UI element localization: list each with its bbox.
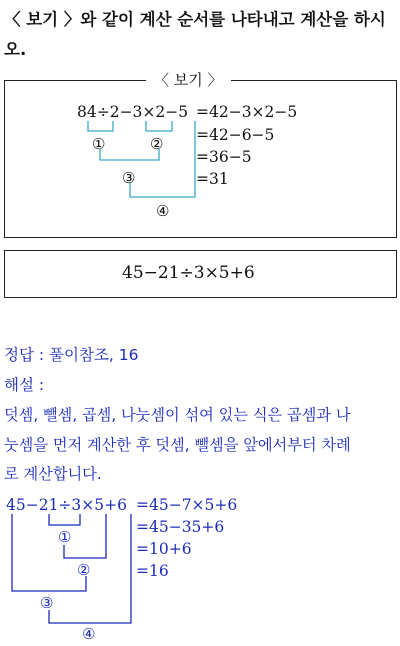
- example-marker-2: ②: [150, 135, 164, 153]
- example-step-4: =31: [196, 170, 229, 188]
- example-expression: 84÷2−3×2−5: [77, 103, 189, 121]
- answer-line: 정답 : 풀이참조, 16: [4, 346, 139, 364]
- explanation-label: 해설 :: [4, 376, 45, 394]
- example-step-2: =42−6−5: [196, 126, 275, 144]
- question-line-1: 〈 보기 〉와 같이 계산 순서를 나타내고 계산을 하시: [4, 10, 386, 29]
- solution-bracket-2: [64, 514, 106, 558]
- solution-marker-2: ②: [77, 561, 91, 579]
- solution-marker-3: ③: [40, 594, 54, 612]
- solution-step-4: =16: [136, 562, 169, 580]
- example-marker-4: ④: [156, 202, 170, 220]
- solution-bracket-1: [49, 514, 80, 525]
- solution-bracket-4: [49, 514, 131, 623]
- solution-step-3: =10+6: [136, 540, 192, 558]
- explanation-line-3: 로 계산합니다.: [4, 465, 102, 483]
- example-step-3: =36−5: [196, 148, 252, 166]
- solution-expression: 45−21÷3×5+6: [6, 496, 127, 514]
- explanation-line-1: 덧셈, 뺄셈, 곱셈, 나눗셈이 섞여 있는 식은 곱셈과 나: [4, 406, 351, 424]
- solution-marker-4: ④: [82, 625, 96, 643]
- example-step-1: =42−3×2−5: [196, 103, 298, 121]
- solution-step-2: =45−35+6: [136, 518, 225, 536]
- problem-expression: 45−21÷3×5+6: [122, 263, 255, 283]
- solution-marker-1: ①: [58, 528, 72, 546]
- example-marker-3: ③: [122, 169, 136, 187]
- question-line-2: 오.: [4, 40, 27, 59]
- solution-step-1: =45−7×5+6: [136, 496, 238, 514]
- example-marker-1: ①: [92, 135, 106, 153]
- explanation-line-2: 눗셈을 먼저 계산한 후 덧셈, 뺄셈을 앞에서부터 차례: [4, 436, 351, 454]
- example-box-title: 〈 보기 〉: [146, 69, 231, 90]
